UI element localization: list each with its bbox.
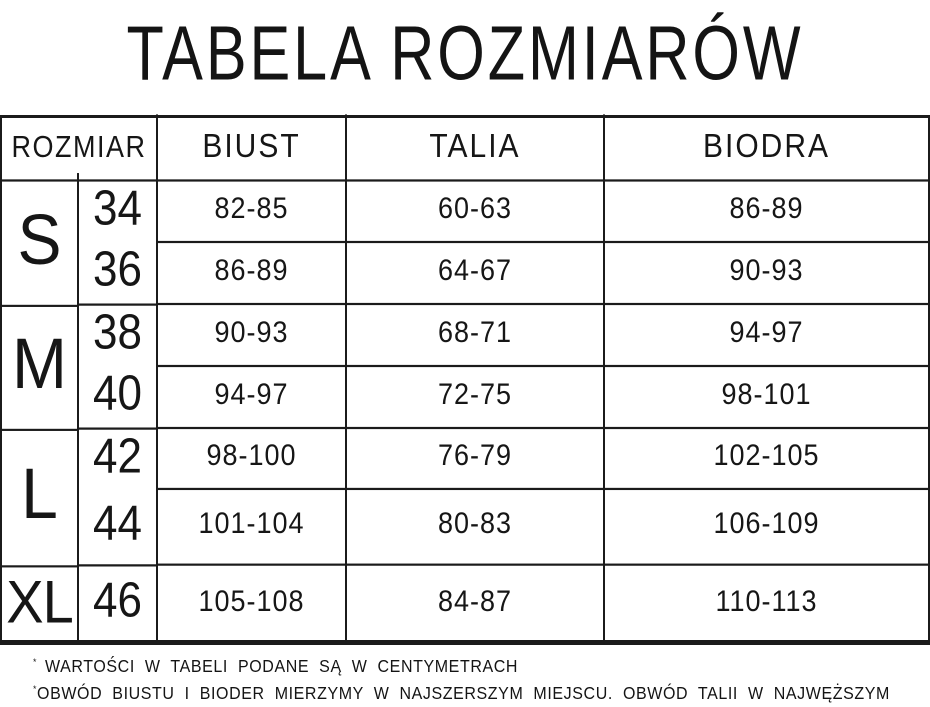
value-38-talia: 68-71 <box>347 299 605 367</box>
size-number-38: 38 <box>79 298 158 367</box>
value-40-biust: 94-97 <box>158 361 347 429</box>
value-44-biodra: 106-109 <box>605 483 928 566</box>
value-38-biust: 90-93 <box>158 299 347 367</box>
group-letter-l: L <box>2 421 79 568</box>
value-42-talia: 76-79 <box>347 423 605 490</box>
value-46-biust: 105-108 <box>158 558 347 644</box>
value-42-biust: 98-100 <box>158 423 347 490</box>
size-number-34: 34 <box>79 174 158 243</box>
footnote-measurement <box>33 677 930 707</box>
size-table <box>0 115 930 645</box>
col-header-biust: BIUST <box>158 114 347 181</box>
size-number-44: 44 <box>79 483 158 567</box>
page-title: TABELA ROZMIARÓW <box>126 11 804 97</box>
col-header-biodra: BIODRA <box>605 114 928 181</box>
footnote-marker: * <box>33 656 38 668</box>
value-36-talia: 64-67 <box>347 237 605 305</box>
title-area <box>0 0 930 115</box>
value-46-biodra: 110-113 <box>715 583 818 617</box>
value-40-biodra: 98-101 <box>605 361 928 429</box>
footnote-text: WARTOŚCI W TABELI PODANE SĄ W CENTYMETRACH <box>45 657 519 677</box>
size-number-36: 36 <box>79 236 158 305</box>
col-header-talia: TALIA <box>347 114 605 181</box>
footnote-text: OBWÓD BIUSTU I BIODER MIERZYMY W NAJSZERSZYM MIEJSCU. OBWÓD TALII W NAJWĘŻSZYM <box>37 685 890 704</box>
size-number-40: 40 <box>79 360 158 429</box>
value-36-biust: 86-89 <box>158 237 347 305</box>
value-46-talia: 84-87 <box>347 558 605 644</box>
value-40-talia: 72-75 <box>347 361 605 429</box>
value-34-talia: 60-63 <box>347 175 605 243</box>
group-letter-m: M <box>2 297 79 431</box>
footnote-units <box>33 650 930 680</box>
value-42-biodra: 102-105 <box>605 423 928 490</box>
value-44-biust: 101-104 <box>158 483 347 566</box>
value-34-biodra: 86-89 <box>605 175 928 243</box>
value-36-biodra: 90-93 <box>605 237 928 305</box>
footnotes <box>33 650 930 705</box>
group-letter-s: S <box>2 173 79 307</box>
footnote-marker: * <box>33 683 38 695</box>
group-letter-xl: XL <box>2 559 79 643</box>
size-number-46: 46 <box>79 557 158 644</box>
value-44-talia: 80-83 <box>347 483 605 566</box>
value-34-biust: 82-85 <box>158 175 347 243</box>
value-38-biodra: 94-97 <box>605 299 928 367</box>
col-header-rozmiar: ROZMIAR <box>2 114 158 181</box>
size-number-42: 42 <box>79 422 158 490</box>
